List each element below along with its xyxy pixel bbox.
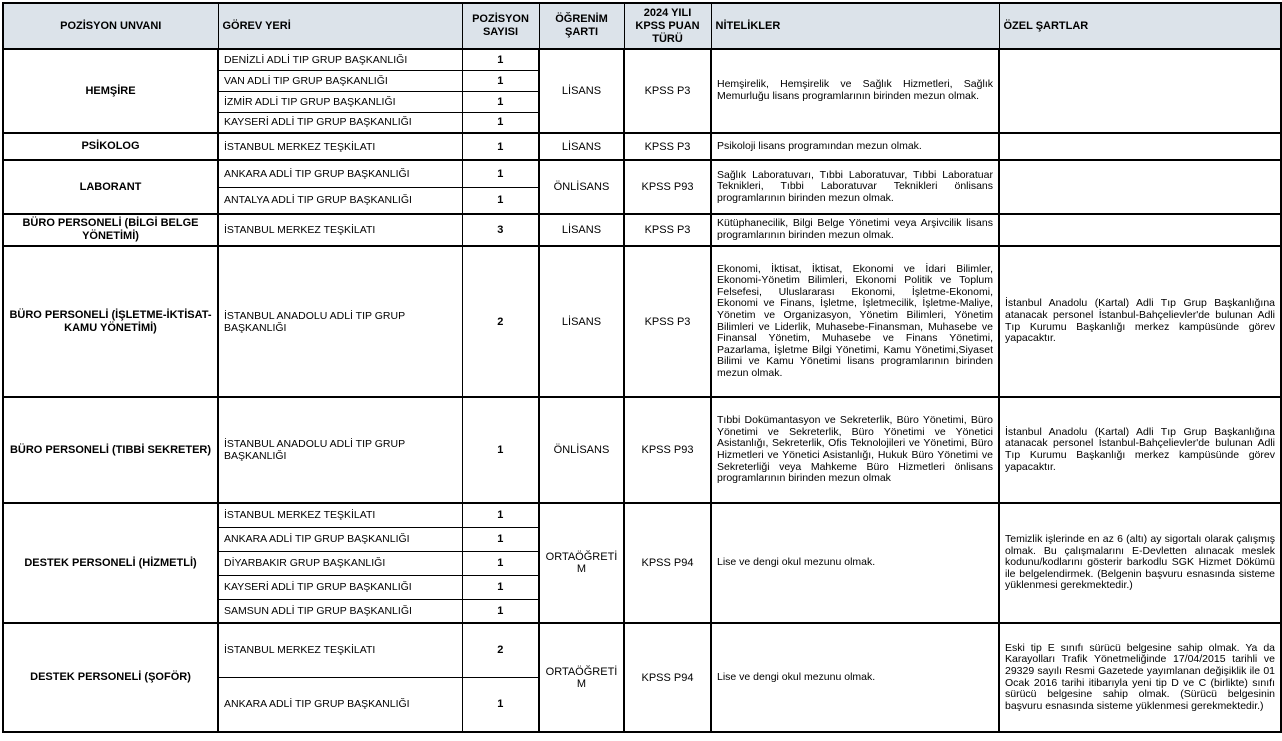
duty-station-cell: SAMSUN ADLİ TIP GRUP BAŞKANLIĞI <box>218 599 462 623</box>
kpss-score-type-cell: KPSS P3 <box>624 49 711 133</box>
table-row <box>3 397 1281 503</box>
special-conditions-cell: İstanbul Anadolu (Kartal) Adli Tıp Grup Başkanlığına atanacak personel İstanbul-Bahçelievler'de bulunan Adli Tıp Kurumu Başkanlığı merkez kampüsünde görev yapacaktır. <box>999 246 1281 397</box>
qualifications-cell: Psikoloji lisans programından mezun olmak. <box>711 133 999 160</box>
education-requirement-cell: LİSANS <box>539 133 624 160</box>
header-col-gorev-yeri: GÖREV YERİ <box>218 3 462 49</box>
position-count-cell: 3 <box>462 214 539 246</box>
table-row <box>3 503 1281 527</box>
qualifications-cell: Hemşirelik, Hemşirelik ve Sağlık Hizmetleri, Sağlık Memurluğu lisans programlarının birinden mezun olmak. <box>711 49 999 133</box>
special-conditions-cell: Eski tip E sınıfı sürücü belgesine sahip olmak. Ya da Karayolları Trafik Yönetmeliğinde 17/04/2015 tarihli ve 29329 sayılı Resmi Gazetede yayımlanan değişiklik ile 01 Ocak 2016 tarihi itibarıyla yeni tip D ve C (birlikte) sınıfı sürücü belgesine sahip olmak. (Sürücü belgesinin başvuru esnasında sisteme yüklenmesi gerekmektedir.) <box>999 623 1281 732</box>
position-count-cell: 1 <box>462 91 539 112</box>
header-col-kpss-puan-turu: 2024 YILI KPSS PUAN TÜRÜ <box>624 3 711 49</box>
position-count-cell: 1 <box>462 599 539 623</box>
duty-station-cell: ANTALYA ADLİ TIP GRUP BAŞKANLIĞI <box>218 187 462 214</box>
position-count-cell: 1 <box>462 527 539 551</box>
position-title-cell: PSİKOLOG <box>3 133 218 160</box>
duty-station-cell: İSTANBUL MERKEZ TEŞKİLATI <box>218 214 462 246</box>
special-conditions-cell: Temizlik işlerinde en az 6 (altı) ay sigortalı olarak çalışmış olmak. Bu çalışmalarını E-Devletten alınacak meslek kodunu/kodlarını gösterir barkodlu SGK Hizmet Dökümü ile belgelendirmek. (Belgenin başvuru esnasında sisteme yüklenmesi gerekmektedir.) <box>999 503 1281 623</box>
position-title-cell: DESTEK PERSONELİ (ŞOFÖR) <box>3 623 218 732</box>
table-header-row <box>3 3 1281 49</box>
duty-station-cell: DENİZLİ ADLİ TIP GRUP BAŞKANLIĞI <box>218 49 462 70</box>
job-postings-table <box>2 2 1282 733</box>
duty-station-cell: ANKARA ADLİ TIP GRUP BAŞKANLIĞI <box>218 527 462 551</box>
duty-station-cell: İSTANBUL ANADOLU ADLİ TIP GRUP BAŞKANLIĞI <box>218 246 462 397</box>
kpss-score-type-cell: KPSS P93 <box>624 397 711 503</box>
kpss-score-type-cell: KPSS P94 <box>624 503 711 623</box>
duty-station-cell: ANKARA ADLİ TIP GRUP BAŞKANLIĞI <box>218 677 462 732</box>
position-count-cell: 1 <box>462 160 539 187</box>
special-conditions-cell: İstanbul Anadolu (Kartal) Adli Tıp Grup Başkanlığına atanacak personel İstanbul-Bahçelievler'de bulunan Adli Tıp Kurumu Başkanlığı merkez kampüsünde görev yapacaktır. <box>999 397 1281 503</box>
duty-station-cell: DİYARBAKIR GRUP BAŞKANLIĞI <box>218 551 462 575</box>
special-conditions-cell <box>999 214 1281 246</box>
position-count-cell: 1 <box>462 575 539 599</box>
table-row <box>3 623 1281 677</box>
position-count-cell: 1 <box>462 112 539 133</box>
duty-station-cell: ANKARA ADLİ TIP GRUP BAŞKANLIĞI <box>218 160 462 187</box>
position-title-cell: HEMŞİRE <box>3 49 218 133</box>
position-count-cell: 1 <box>462 187 539 214</box>
qualifications-cell: Kütüphanecilik, Bilgi Belge Yönetimi veya Arşivcilik lisans programlarının birinden mezun olmak. <box>711 214 999 246</box>
education-requirement-cell: LİSANS <box>539 214 624 246</box>
position-count-cell: 1 <box>462 133 539 160</box>
kpss-score-type-cell: KPSS P3 <box>624 246 711 397</box>
position-title-cell: BÜRO PERSONELİ (İŞLETME-İKTİSAT-KAMU YÖNETİMİ) <box>3 246 218 397</box>
special-conditions-cell <box>999 49 1281 133</box>
duty-station-cell: KAYSERİ ADLİ TIP GRUP BAŞKANLIĞI <box>218 112 462 133</box>
kpss-score-type-cell: KPSS P3 <box>624 133 711 160</box>
duty-station-cell: İSTANBUL MERKEZ TEŞKİLATI <box>218 133 462 160</box>
special-conditions-cell <box>999 160 1281 214</box>
kpss-score-type-cell: KPSS P93 <box>624 160 711 214</box>
header-col-pozisyon-unvani: POZİSYON UNVANI <box>3 3 218 49</box>
table-row <box>3 214 1281 246</box>
education-requirement-cell: ÖNLİSANS <box>539 397 624 503</box>
education-requirement-cell: ORTAÖĞRETİM <box>539 623 624 732</box>
education-requirement-cell: LİSANS <box>539 49 624 133</box>
table-row <box>3 49 1281 70</box>
position-title-cell: BÜRO PERSONELİ (BİLGİ BELGE YÖNETİMİ) <box>3 214 218 246</box>
qualifications-cell: Sağlık Laboratuvarı, Tıbbi Laboratuvar, Tıbbi Laboratuar Teknikleri, Tıbbi Laboratuvar Teknikleri önlisans programlarının birinden mezun olmak. <box>711 160 999 214</box>
kpss-score-type-cell: KPSS P94 <box>624 623 711 732</box>
position-count-cell: 1 <box>462 397 539 503</box>
position-count-cell: 1 <box>462 70 539 91</box>
header-col-ogrenim-sarti: ÖĞRENİM ŞARTI <box>539 3 624 49</box>
position-count-cell: 2 <box>462 623 539 677</box>
header-col-nitelikler: NİTELİKLER <box>711 3 999 49</box>
table-row <box>3 246 1281 397</box>
qualifications-cell: Tıbbi Dokümantasyon ve Sekreterlik, Büro Yönetimi, Büro Yönetimi ve Sekreterlik, Büro Yönetimi ve Yönetici Asistanlığı, Sekreterlik, Ofis Teknolojileri ve Yönetimi, Büro Hizmetleri ve Yönetici Asistanlığı, Hukuk Büro Yönetimi ve Sekreterliği veya Mahkeme Büro Hizmetleri önlisans programlarının birinden mezun olmak <box>711 397 999 503</box>
position-title-cell: LABORANT <box>3 160 218 214</box>
position-count-cell: 1 <box>462 503 539 527</box>
duty-station-cell: İSTANBUL MERKEZ TEŞKİLATI <box>218 623 462 677</box>
qualifications-cell: Lise ve dengi okul mezunu olmak. <box>711 623 999 732</box>
position-count-cell: 1 <box>462 49 539 70</box>
header-col-pozisyon-sayisi: POZİSYON SAYISI <box>462 3 539 49</box>
position-title-cell: DESTEK PERSONELİ (HİZMETLİ) <box>3 503 218 623</box>
qualifications-cell: Ekonomi, İktisat, İktisat, Ekonomi ve İdari Bilimler, Ekonomi-Yönetim Bilimleri, Ekonomi Politik ve Toplum Felsefesi, Uluslararası Ekonomi, İşletme-Ekonomi, Ekonomi ve Finans, İşletme, İşletmecilik, İşletme-Maliye, Yönetim ve Organizasyon, Yönetim Bilimleri, Yönetim Bilimleri ve Liderlik, Muhasebe-Finansman, Muhasebe ve Finansal Yönetim, Muhasebe ve Finans Yönetimi, Pazarlama, İşletme Bilgi Yönetimi, Kamu Yönetimi,Siyaset Bilimi ve Kamu Yönetimi lisans programlarının birinden mezun olmak. <box>711 246 999 397</box>
kpss-score-type-cell: KPSS P3 <box>624 214 711 246</box>
position-title-cell: BÜRO PERSONELİ (TIBBİ SEKRETER) <box>3 397 218 503</box>
table-row <box>3 160 1281 187</box>
education-requirement-cell: LİSANS <box>539 246 624 397</box>
duty-station-cell: İZMİR ADLİ TIP GRUP BAŞKANLIĞI <box>218 91 462 112</box>
duty-station-cell: İSTANBUL ANADOLU ADLİ TIP GRUP BAŞKANLIĞI <box>218 397 462 503</box>
header-col-ozel-sartlar: ÖZEL ŞARTLAR <box>999 3 1281 49</box>
position-count-cell: 1 <box>462 551 539 575</box>
qualifications-cell: Lise ve dengi okul mezunu olmak. <box>711 503 999 623</box>
duty-station-cell: VAN ADLİ TIP GRUP BAŞKANLIĞI <box>218 70 462 91</box>
special-conditions-cell <box>999 133 1281 160</box>
education-requirement-cell: ÖNLİSANS <box>539 160 624 214</box>
table-row <box>3 133 1281 160</box>
position-count-cell: 1 <box>462 677 539 732</box>
position-count-cell: 2 <box>462 246 539 397</box>
education-requirement-cell: ORTAÖĞRETİM <box>539 503 624 623</box>
duty-station-cell: KAYSERİ ADLİ TIP GRUP BAŞKANLIĞI <box>218 575 462 599</box>
duty-station-cell: İSTANBUL MERKEZ TEŞKİLATI <box>218 503 462 527</box>
